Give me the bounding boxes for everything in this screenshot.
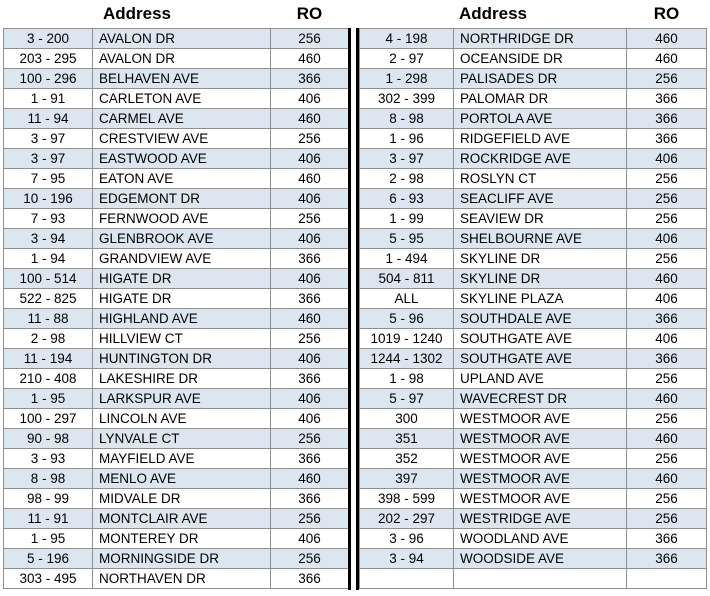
street-name: PALOMAR DR [454,89,627,109]
address-number-range: 303 - 495 [4,569,93,589]
table-row [4,189,349,209]
street-name: LYNVALE CT [93,429,271,449]
ro-value: 366 [271,369,349,389]
street-name: SKYLINE DR [454,249,627,269]
address-number-range: ALL [360,289,454,309]
address-number-range: 210 - 408 [4,369,93,389]
address-number-range: 6 - 93 [360,189,454,209]
ro-header: RO [271,0,349,29]
table-row [360,469,707,489]
address-number-range: 3 - 96 [360,529,454,549]
table-row [4,409,349,429]
address-header: Address [360,0,627,29]
table-row [360,389,707,409]
address-number-range: 2 - 97 [360,49,454,69]
ro-value: 366 [271,249,349,269]
right-header-row [360,0,707,29]
ro-value: 256 [627,189,707,209]
table-row [4,469,349,489]
address-number-range: 3 - 94 [360,549,454,569]
address-number-range: 4 - 198 [360,29,454,49]
ro-value: 256 [627,449,707,469]
ro-value: 406 [627,149,707,169]
table-row [360,69,707,89]
street-name: GRANDVIEW AVE [93,249,271,269]
ro-value: 256 [271,329,349,349]
table-row [4,149,349,169]
address-number-range: 1244 - 1302 [360,349,454,369]
table-row [360,509,707,529]
table-row [360,309,707,329]
address-number-range: 1 - 91 [4,89,93,109]
address-number-range: 98 - 99 [4,489,93,509]
address-number-range: 8 - 98 [360,109,454,129]
street-name: PORTOLA AVE [454,109,627,129]
street-name: MONTCLAIR AVE [93,509,271,529]
street-name: WOODSIDE AVE [454,549,627,569]
ro-value: 406 [271,229,349,249]
ro-value: 406 [271,89,349,109]
ro-value: 406 [271,269,349,289]
table-row [360,249,707,269]
table-row [4,249,349,269]
table-row [360,329,707,349]
address-number-range: 7 - 93 [4,209,93,229]
street-name: SEACLIFF AVE [454,189,627,209]
left-header-row [4,0,349,29]
table-row [360,129,707,149]
street-name: BELHAVEN AVE [93,69,271,89]
address-number-range: 1 - 298 [360,69,454,89]
street-name: EDGEMONT DR [93,189,271,209]
address-number-range: 11 - 91 [4,509,93,529]
ro-value: 366 [627,309,707,329]
ro-value: 406 [271,149,349,169]
street-name: SOUTHGATE AVE [454,349,627,369]
ro-value: 256 [271,129,349,149]
ro-value: 256 [627,409,707,429]
ro-value: 460 [627,269,707,289]
table-row [4,289,349,309]
address-number-range: 1 - 95 [4,389,93,409]
left-table-body [4,29,349,589]
table-row [4,169,349,189]
street-name: EASTWOOD AVE [93,149,271,169]
ro-value: 366 [627,549,707,569]
address-number-range: 1 - 96 [360,129,454,149]
street-name: FERNWOOD AVE [93,209,271,229]
table-row [4,229,349,249]
address-number-range: 100 - 514 [4,269,93,289]
street-name: RIDGEFIELD AVE [454,129,627,149]
ro-value: 460 [271,49,349,69]
ro-value: 366 [271,289,349,309]
ro-value [627,569,707,589]
street-name: CARLETON AVE [93,89,271,109]
address-number-range: 5 - 97 [360,389,454,409]
center-divider [348,28,359,590]
street-name: NORTHRIDGE DR [454,29,627,49]
table-row [4,529,349,549]
street-name: LAKESHIRE DR [93,369,271,389]
table-row [360,189,707,209]
street-name: WAVECREST DR [454,389,627,409]
street-name: EATON AVE [93,169,271,189]
street-name: WESTMOOR AVE [454,489,627,509]
address-number-range: 3 - 97 [360,149,454,169]
address-number-range: 397 [360,469,454,489]
street-name: SOUTHDALE AVE [454,309,627,329]
table-row [360,229,707,249]
ro-value: 256 [627,169,707,189]
address-number-range: 1 - 98 [360,369,454,389]
street-name: HILLVIEW CT [93,329,271,349]
street-name: GLENBROOK AVE [93,229,271,249]
table-row [4,569,349,589]
street-name [454,569,627,589]
table-row [360,409,707,429]
address-number-range: 351 [360,429,454,449]
street-name: ROCKRIDGE AVE [454,149,627,169]
street-name: WESTRIDGE AVE [454,509,627,529]
street-name: PALISADES DR [454,69,627,89]
ro-value: 366 [271,489,349,509]
ro-value: 256 [627,369,707,389]
street-name: MENLO AVE [93,469,271,489]
ro-value: 460 [627,49,707,69]
table-row [360,289,707,309]
street-name: LINCOLN AVE [93,409,271,429]
ro-value: 366 [271,69,349,89]
table-row [360,429,707,449]
address-number-range: 100 - 297 [4,409,93,429]
street-name: WESTMOOR AVE [454,409,627,429]
table-row [4,549,349,569]
address-header: Address [4,0,271,29]
table-row [4,209,349,229]
ro-value: 460 [271,109,349,129]
table-row [360,149,707,169]
table-row [4,129,349,149]
table-row [4,69,349,89]
street-name: CARMEL AVE [93,109,271,129]
table-row [360,109,707,129]
address-number-range: 1 - 95 [4,529,93,549]
address-number-range: 202 - 297 [360,509,454,529]
address-number-range: 90 - 98 [4,429,93,449]
street-name: SHELBOURNE AVE [454,229,627,249]
table-row [4,429,349,449]
street-name: MORNINGSIDE DR [93,549,271,569]
street-name: WESTMOOR AVE [454,449,627,469]
table-row [4,509,349,529]
street-name: LARKSPUR AVE [93,389,271,409]
address-number-range: 1 - 99 [360,209,454,229]
table-row [360,529,707,549]
table-row [4,449,349,469]
address-number-range: 3 - 200 [4,29,93,49]
address-number-range: 5 - 96 [360,309,454,329]
table-row [4,269,349,289]
table-row [360,169,707,189]
street-name: HIGATE DR [93,289,271,309]
street-name: SKYLINE DR [454,269,627,289]
address-number-range: 3 - 94 [4,229,93,249]
ro-value: 366 [627,529,707,549]
table-row [360,269,707,289]
ro-value: 406 [627,329,707,349]
ro-value: 406 [271,529,349,549]
street-name: NORTHAVEN DR [93,569,271,589]
ro-value: 256 [271,29,349,49]
table-row [360,449,707,469]
table-row [4,389,349,409]
ro-value: 256 [271,429,349,449]
address-number-range: 1 - 94 [4,249,93,269]
address-number-range: 504 - 811 [360,269,454,289]
ro-value: 460 [271,169,349,189]
street-name: WESTMOOR AVE [454,429,627,449]
address-number-range: 203 - 295 [4,49,93,69]
address-number-range: 302 - 399 [360,89,454,109]
table-row [360,209,707,229]
table-row [4,489,349,509]
ro-value: 256 [627,209,707,229]
ro-value: 460 [627,29,707,49]
table-row [4,89,349,109]
address-number-range: 3 - 97 [4,149,93,169]
street-name: HUNTINGTON DR [93,349,271,369]
address-number-range: 100 - 296 [4,69,93,89]
table-row [360,549,707,569]
ro-value: 406 [627,229,707,249]
ro-value: 460 [627,469,707,489]
right-table [359,0,707,589]
street-name: SKYLINE PLAZA [454,289,627,309]
table-row [360,49,707,69]
address-number-range: 300 [360,409,454,429]
address-number-range: 11 - 194 [4,349,93,369]
table-row [4,29,349,49]
address-number-range: 2 - 98 [4,329,93,349]
table-row [360,569,707,589]
ro-value: 406 [271,189,349,209]
ro-value: 366 [271,449,349,469]
ro-value: 460 [627,429,707,449]
table-row [360,369,707,389]
ro-value: 406 [271,409,349,429]
address-number-range: 398 - 599 [360,489,454,509]
ro-value: 256 [627,509,707,529]
address-number-range: 1019 - 1240 [360,329,454,349]
address-number-range: 352 [360,449,454,469]
street-name: CRESTVIEW AVE [93,129,271,149]
street-name: SEAVIEW DR [454,209,627,229]
address-number-range: 3 - 97 [4,129,93,149]
ro-value: 406 [271,349,349,369]
table-row [360,29,707,49]
table-row [4,309,349,329]
table-row [360,489,707,509]
street-name: WESTMOOR AVE [454,469,627,489]
address-number-range: 11 - 94 [4,109,93,129]
ro-value: 406 [627,289,707,309]
left-table [3,0,349,589]
address-number-range: 8 - 98 [4,469,93,489]
street-name: SOUTHGATE AVE [454,329,627,349]
ro-header: RO [627,0,707,29]
street-name: UPLAND AVE [454,369,627,389]
address-number-range: 3 - 93 [4,449,93,469]
table-row [360,89,707,109]
address-number-range: 10 - 196 [4,189,93,209]
ro-value: 366 [627,349,707,369]
street-name: HIGATE DR [93,269,271,289]
ro-value: 460 [271,309,349,329]
street-name: MIDVALE DR [93,489,271,509]
ro-value: 366 [627,129,707,149]
ro-value: 366 [627,109,707,129]
address-number-range: 1 - 494 [360,249,454,269]
address-number-range: 2 - 98 [360,169,454,189]
address-number-range: 522 - 825 [4,289,93,309]
table-row [4,369,349,389]
ro-value: 256 [627,489,707,509]
address-number-range [360,569,454,589]
table-row [4,349,349,369]
ro-value: 256 [271,549,349,569]
street-name: WOODLAND AVE [454,529,627,549]
ro-value: 406 [271,389,349,409]
table-row [360,349,707,369]
street-name: MAYFIELD AVE [93,449,271,469]
table-row [4,109,349,129]
address-number-range: 5 - 196 [4,549,93,569]
ro-value: 256 [627,249,707,269]
street-name: HIGHLAND AVE [93,309,271,329]
table-row [4,329,349,349]
ro-value: 460 [627,389,707,409]
address-number-range: 11 - 88 [4,309,93,329]
street-name: OCEANSIDE DR [454,49,627,69]
street-name: ROSLYN CT [454,169,627,189]
table-row [4,49,349,69]
address-number-range: 5 - 95 [360,229,454,249]
street-name: MONTEREY DR [93,529,271,549]
ro-value: 366 [271,569,349,589]
street-name: AVALON DR [93,49,271,69]
ro-value: 256 [627,69,707,89]
right-table-body [360,29,707,589]
ro-value: 366 [627,89,707,109]
street-name: AVALON DR [93,29,271,49]
ro-value: 256 [271,509,349,529]
ro-value: 256 [271,209,349,229]
ro-value: 460 [271,469,349,489]
address-number-range: 7 - 95 [4,169,93,189]
